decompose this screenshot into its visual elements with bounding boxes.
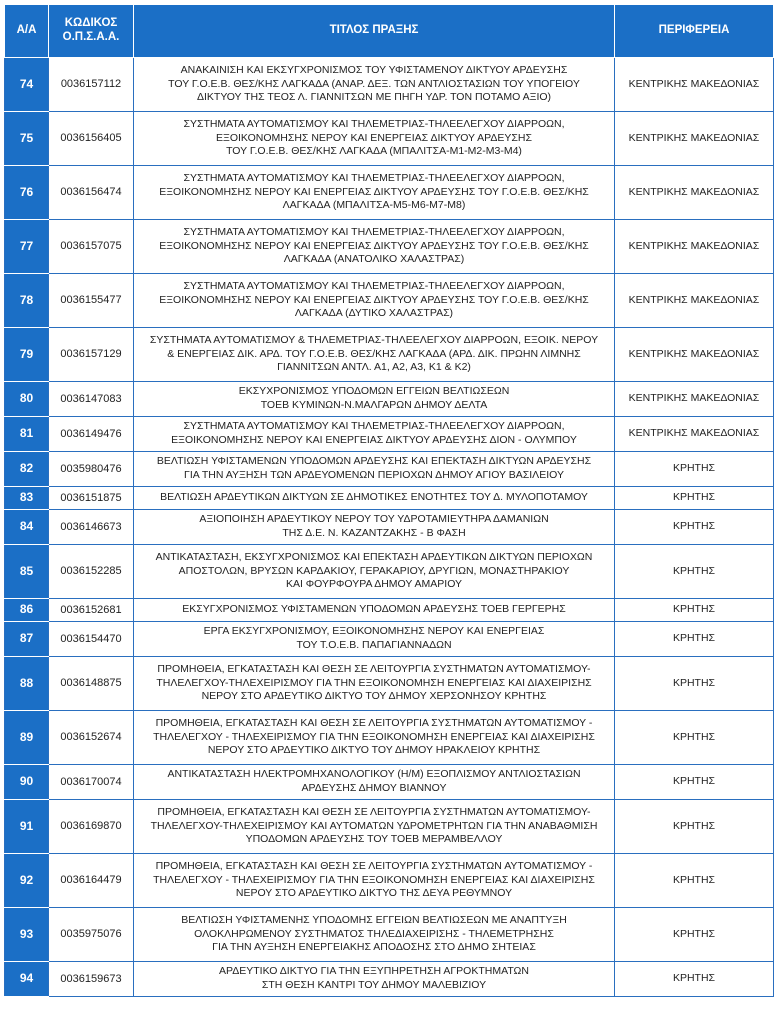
row-title-line: ΣΥΣΤΗΜΑΤΑ ΑΥΤΟΜΑΤΙΣΜΟΥ ΚΑΙ ΤΗΛΕΜΕΤΡΙΑΣ-ΤΗΛΕΕΛΕΓΧΟΥ ΔΙΑΡΡΟΩΝ, bbox=[183, 420, 565, 433]
table-row bbox=[5, 657, 774, 711]
row-title-line: ΝΕΡΟΥ ΣΤΟ ΑΡΔΕΥΤΙΚΟ ΔΙΚΤΥΟ ΤΟΥ ΔΗΜΟΥ ΧΕΡΣΟΝΗΣΟΥ ΚΡΗΤΗΣ bbox=[201, 690, 547, 703]
row-code: 0036156405 bbox=[49, 112, 134, 166]
row-region: ΚΡΗΤΗΣ bbox=[615, 962, 774, 997]
row-region: ΚΡΗΤΗΣ bbox=[615, 657, 774, 711]
row-region: ΚΕΝΤΡΙΚΗΣ ΜΑΚΕΔΟΝΙΑΣ bbox=[615, 166, 774, 220]
table-row bbox=[5, 382, 774, 417]
table-row bbox=[5, 765, 774, 800]
row-number: 82 bbox=[5, 452, 49, 487]
header-region: ΠΕΡΙΦΕΡΕΙΑ bbox=[615, 5, 774, 58]
row-title-line: ΓΙΑΝΝΙΤΣΩΝ ΑΝΤΛ. Α1, Α2, Α3, Κ1 & Κ2) bbox=[277, 361, 471, 374]
table-row bbox=[5, 908, 774, 962]
table-row bbox=[5, 962, 774, 997]
row-title-line: ΑΝΑΚΑΙΝΙΣΗ ΚΑΙ ΕΚΣΥΓΧΡΟΝΙΣΜΟΣ ΤΟΥ ΥΦΙΣΤΑΜΕΝΟΥ ΔΙΚΤΥΟΥ ΑΡΔΕΥΣΗΣ bbox=[180, 64, 568, 77]
row-title bbox=[134, 510, 615, 545]
row-number: 74 bbox=[5, 58, 49, 112]
row-number: 93 bbox=[5, 908, 49, 962]
row-title-line: ΑΡΔΕΥΤΙΚΟ ΔΙΚΤΥΟ ΓΙΑ ΤΗΝ ΕΞΥΠΗΡΕΤΗΣΗ ΑΓΡΟΚΤΗΜΑΤΩΝ bbox=[219, 965, 529, 978]
row-title-line: ΤΗΛΕΛΕΓΧΟΥ - ΤΗΛΕΧΕΙΡΙΣΜΟΥ ΓΙΑ ΤΗΝ ΕΞΟΙΚΟΝΟΜΗΣΗ ΕΝΕΡΓΕΙΑΣ ΚΑΙ ΔΙΑΧΕΙΡΙΣΗΣ bbox=[153, 873, 595, 886]
row-region: ΚΕΝΤΡΙΚΗΣ ΜΑΚΕΔΟΝΙΑΣ bbox=[615, 274, 774, 328]
row-title-line: ΣΥΣΤΗΜΑΤΑ ΑΥΤΟΜΑΤΙΣΜΟΥ ΚΑΙ ΤΗΛΕΜΕΤΡΙΑΣ-ΤΗΛΕΕΛΕΓΧΟΥ ΔΙΑΡΡΟΩΝ, bbox=[183, 172, 565, 185]
row-code: 0036156474 bbox=[49, 166, 134, 220]
row-title-line: ΕΞΟΙΚΟΝΟΜΗΣΗΣ ΝΕΡΟΥ ΚΑΙ ΕΝΕΡΓΕΙΑΣ ΔΙΚΤΥΟΥ ΑΡΔΕΥΣΗΣ ΤΟΥ Γ.Ο.Ε.Β. ΘΕΣ/ΚΗΣ bbox=[159, 239, 589, 252]
row-title-line: ΕΚΣΥΧΡΟΝΙΣΜΟΣ ΥΠΟΔΟΜΩΝ ΕΓΓΕΙΩΝ ΒΕΛΤΙΩΣΕΩΝ bbox=[238, 385, 510, 398]
table-row bbox=[5, 328, 774, 382]
row-title-line: ΛΑΓΚΑΔΑ (ΔΥΤΙΚΟ ΧΑΛΑΣΤΡΑΣ) bbox=[294, 307, 454, 320]
row-title bbox=[134, 112, 615, 166]
row-title-line: ΤΗΛΕΛΕΓΧΟΥ-ΤΗΛΕΧΕΙΡΙΣΜΟΥ ΚΑΙ ΑΥΤΟΜΑΤΩΝ ΥΔΡΟΜΕΤΡΗΤΩΝ ΓΙΑ ΤΗΝ ΑΝΑΒΑΘΜΙΣΗ bbox=[150, 819, 598, 832]
row-region: ΚΕΝΤΡΙΚΗΣ ΜΑΚΕΔΟΝΙΑΣ bbox=[615, 382, 774, 417]
row-title bbox=[134, 545, 615, 599]
row-region: ΚΕΝΤΡΙΚΗΣ ΜΑΚΕΔΟΝΙΑΣ bbox=[615, 417, 774, 452]
row-title-line: ΑΡΔΕΥΣΗΣ ΔΗΜΟΥ ΒΙΑΝΝΟΥ bbox=[301, 782, 447, 794]
row-title bbox=[134, 622, 615, 657]
row-title-line: ΛΑΓΚΑΔΑ (ΜΠΑΛΙΤΣΑ-Μ5-Μ6-Μ7-Μ8) bbox=[282, 199, 466, 212]
row-number: 80 bbox=[5, 382, 49, 417]
row-title-line: ΟΛΟΚΛΗΡΩΜΕΝΟΥ ΣΥΣΤΗΜΑΤΟΣ ΤΗΛΕΔΙΑΧΕΙΡΙΣΗΣ - ΤΗΛΕΜΕΤΡΗΣΗΣ bbox=[194, 927, 554, 940]
table-row bbox=[5, 452, 774, 487]
row-code: 0036157112 bbox=[49, 58, 134, 112]
row-region: ΚΕΝΤΡΙΚΗΣ ΜΑΚΕΔΟΝΙΑΣ bbox=[615, 328, 774, 382]
row-title bbox=[134, 274, 615, 328]
row-number: 79 bbox=[5, 328, 49, 382]
row-code: 0036157075 bbox=[49, 220, 134, 274]
row-title-line: ΑΝΤΙΚΑΤΑΣΤΑΣΗ, ΕΚΣΥΓΧΡΟΝΙΣΜΟΣ ΚΑΙ ΕΠΕΚΤΑΣΗ ΑΡΔΕΥΤΙΚΩΝ ΔΙΚΤΥΩΝ ΠΕΡΙΟΧΩΝ bbox=[155, 551, 593, 564]
row-code: 0035975076 bbox=[49, 908, 134, 962]
row-number: 88 bbox=[5, 657, 49, 711]
table-row bbox=[5, 800, 774, 854]
row-region: ΚΡΗΤΗΣ bbox=[615, 765, 774, 800]
row-title-line: ΓΙΑ ΤΗΝ ΑΥΞΗΣΗ ΤΩΝ ΑΡΔΕΥΟΜΕΝΩΝ ΠΕΡΙΟΧΩΝ ΔΗΜΟΥ ΑΓΙΟΥ ΒΑΣΙΛΕΙΟΥ bbox=[184, 469, 564, 481]
row-region: ΚΡΗΤΗΣ bbox=[615, 711, 774, 765]
row-title bbox=[134, 908, 615, 962]
row-code: 0036148875 bbox=[49, 657, 134, 711]
header-code bbox=[49, 5, 134, 58]
table-row bbox=[5, 166, 774, 220]
row-code: 0036154470 bbox=[49, 622, 134, 657]
row-title-line: ΣΤΗ ΘΕΣΗ ΚΑΝΤΡΙ ΤΟΥ ΔΗΜΟΥ ΜΑΛΕΒΙΖΙΟΥ bbox=[261, 979, 487, 991]
row-title-line: ΣΥΣΤΗΜΑΤΑ ΑΥΤΟΜΑΤΙΣΜΟΥ ΚΑΙ ΤΗΛΕΜΕΤΡΙΑΣ-ΤΗΛΕΕΛΕΓΧΟΥ ΔΙΑΡΡΟΩΝ, bbox=[183, 226, 565, 239]
row-code: 0036149476 bbox=[49, 417, 134, 452]
table-row bbox=[5, 510, 774, 545]
table-body bbox=[5, 58, 774, 997]
row-region: ΚΕΝΤΡΙΚΗΣ ΜΑΚΕΔΟΝΙΑΣ bbox=[615, 220, 774, 274]
row-title-line: ΠΡΟΜΗΘΕΙΑ, ΕΓΚΑΤΑΣΤΑΣΗ ΚΑΙ ΘΕΣΗ ΣΕ ΛΕΙΤΟΥΡΓΙΑ ΣΥΣΤΗΜΑΤΩΝ ΑΥΤΟΜΑΤΙΣΜΟΥ - bbox=[155, 860, 593, 873]
row-region: ΚΕΝΤΡΙΚΗΣ ΜΑΚΕΔΟΝΙΑΣ bbox=[615, 112, 774, 166]
row-title-line: ΤΗΣ Δ.Ε. Ν. ΚΑΖΑΝΤΖΑΚΗΣ - Β ΦΑΣΗ bbox=[282, 527, 466, 539]
row-title-line: & ΕΝΕΡΓΕΙΑΣ ΔΙΚ. ΑΡΔ. ΤΟΥ Γ.Ο.Ε.Β. ΘΕΣ/ΚΗΣ ΛΑΓΚΑΔΑ (ΑΡΔ. ΔΙΚ. ΠΡΩΗΝ ΛΙΜΝΗΣ bbox=[167, 347, 581, 360]
row-title-line: ΕΞΟΙΚΟΝΟΜΗΣΗΣ ΝΕΡΟΥ ΚΑΙ ΕΝΕΡΓΕΙΑΣ ΔΙΚΤΥΟΥ ΑΡΔΕΥΣΗΣ ΔΙΟΝ - ΟΛΥΜΠΟΥ bbox=[171, 434, 577, 446]
row-code: 0036152674 bbox=[49, 711, 134, 765]
table-row bbox=[5, 487, 774, 510]
row-number: 84 bbox=[5, 510, 49, 545]
row-title-line: ΓΙΑ ΤΗΝ ΑΥΞΗΣΗ ΕΝΕΡΓΕΙΑΚΗΣ ΑΠΟΔΟΣΗΣ ΣΤΟ ΔΗΜΟ ΣΗΤΕΙΑΣ bbox=[212, 941, 536, 954]
row-code: 0036155477 bbox=[49, 274, 134, 328]
row-title bbox=[134, 452, 615, 487]
row-title-line: ΤΟΥ Γ.Ο.Ε.Β. ΘΕΣ/ΚΗΣ ΛΑΓΚΑΔΑ (ΑΝΑΡ. ΔΕΞ. ΤΩΝ ΑΝΤΛΙΟΣΤΑΣΙΩΝ ΤΟΥ ΥΠΟΓΕΙΟΥ bbox=[168, 77, 580, 90]
row-region: ΚΡΗΤΗΣ bbox=[615, 908, 774, 962]
row-title-line: ΥΠΟΔΟΜΩΝ ΑΡΔΕΥΣΗΣ ΤΟΥ ΤΟΕΒ ΜΕΡΑΜΒΕΛΛΟΥ bbox=[245, 833, 503, 846]
header-code-line1: ΚΩΔΙΚΟΣ bbox=[64, 17, 118, 30]
row-title-line: ΒΕΛΤΙΩΣΗ ΑΡΔΕΥΤΙΚΩΝ ΔΙΚΤΥΩΝ ΣΕ ΔΗΜΟΤΙΚΕΣ ΕΝΟΤΗΤΕΣ ΤΟΥ Δ. ΜΥΛΟΠΟΤΑΜΟΥ bbox=[160, 491, 588, 504]
row-region: ΚΡΗΤΗΣ bbox=[615, 622, 774, 657]
row-number: 92 bbox=[5, 854, 49, 908]
row-number: 90 bbox=[5, 765, 49, 800]
row-title-line: ΝΕΡΟΥ ΣΤΟ ΑΡΔΕΥΤΙΚΟ ΔΙΚΤΥΟ ΤΗΣ ΔΕΥΑ ΡΕΘΥΜΝΟΥ bbox=[235, 887, 513, 900]
row-region: ΚΡΗΤΗΣ bbox=[615, 487, 774, 510]
row-title-line: ΛΑΓΚΑΔΑ (ΑΝΑΤΟΛΙΚΟ ΧΑΛΑΣΤΡΑΣ) bbox=[283, 253, 465, 266]
table-row bbox=[5, 274, 774, 328]
row-code: 0036159673 bbox=[49, 962, 134, 997]
row-title-line: ΝΕΡΟΥ ΣΤΟ ΑΡΔΕΥΤΙΚΟ ΔΙΚΤΥΟ ΤΟΥ ΔΗΜΟΥ ΗΡΑΚΛΕΙΟΥ ΚΡΗΤΗΣ bbox=[207, 744, 541, 757]
row-code: 0036152285 bbox=[49, 545, 134, 599]
row-number: 86 bbox=[5, 599, 49, 622]
row-region: ΚΡΗΤΗΣ bbox=[615, 452, 774, 487]
row-title-line: ΣΥΣΤΗΜΑΤΑ ΑΥΤΟΜΑΤΙΣΜΟΥ ΚΑΙ ΤΗΛΕΜΕΤΡΙΑΣ-ΤΗΛΕΕΛΕΓΧΟΥ ΔΙΑΡΡΟΩΝ, bbox=[183, 280, 565, 293]
row-number: 75 bbox=[5, 112, 49, 166]
header-title: ΤΙΤΛΟΣ ΠΡΑΞΗΣ bbox=[134, 5, 615, 58]
row-code: 0035980476 bbox=[49, 452, 134, 487]
row-region: ΚΡΗΤΗΣ bbox=[615, 545, 774, 599]
row-code: 0036152681 bbox=[49, 599, 134, 622]
row-region: ΚΡΗΤΗΣ bbox=[615, 510, 774, 545]
table-row bbox=[5, 58, 774, 112]
projects-table-container bbox=[4, 4, 773, 997]
table-row bbox=[5, 599, 774, 622]
row-title bbox=[134, 166, 615, 220]
row-title bbox=[134, 328, 615, 382]
row-title-line: ΣΥΣΤΗΜΑΤΑ ΑΥΤΟΜΑΤΙΣΜΟΥ ΚΑΙ ΤΗΛΕΜΕΤΡΙΑΣ-ΤΗΛΕΕΛΕΓΧΟΥ ΔΙΑΡΡΟΩΝ, bbox=[183, 118, 565, 131]
row-title bbox=[134, 58, 615, 112]
row-region: ΚΕΝΤΡΙΚΗΣ ΜΑΚΕΔΟΝΙΑΣ bbox=[615, 58, 774, 112]
header-code-line2: Ο.Π.Σ.Α.Α. bbox=[62, 31, 120, 43]
row-title-line: ΕΞΟΙΚΟΝΟΜΗΣΗΣ ΝΕΡΟΥ ΚΑΙ ΕΝΕΡΓΕΙΑΣ ΔΙΚΤΥΟΥ ΑΡΔΕΥΣΗΣ ΤΟΥ Γ.Ο.Ε.Β. ΘΕΣ/ΚΗΣ bbox=[159, 185, 589, 198]
row-number: 83 bbox=[5, 487, 49, 510]
row-title-line: ΕΚΣΥΓΧΡΟΝΙΣΜΟΣ ΥΦΙΣΤΑΜΕΝΩΝ ΥΠΟΔΟΜΩΝ ΑΡΔΕΥΣΗΣ ΤΟΕΒ ΓΕΡΓΕΡΗΣ bbox=[182, 603, 566, 616]
row-title bbox=[134, 417, 615, 452]
header-aa: Α/Α bbox=[5, 5, 49, 58]
projects-table bbox=[4, 4, 774, 997]
table-row bbox=[5, 112, 774, 166]
row-title-line: ΕΡΓΑ ΕΚΣΥΓΧΡΟΝΙΣΜΟΥ, ΕΞΟΙΚΟΝΟΜΗΣΗΣ ΝΕΡΟΥ ΚΑΙ ΕΝΕΡΓΕΙΑΣ bbox=[203, 625, 545, 638]
row-number: 81 bbox=[5, 417, 49, 452]
row-code: 0036147083 bbox=[49, 382, 134, 417]
row-number: 76 bbox=[5, 166, 49, 220]
table-row bbox=[5, 622, 774, 657]
row-title bbox=[134, 962, 615, 997]
row-title-line: ΑΝΤΙΚΑΤΑΣΤΑΣΗ ΗΛΕΚΤΡΟΜΗΧΑΝΟΛΟΓΙΚΟΥ (Η/Μ) ΕΞΟΠΛΙΣΜΟΥ ΑΝΤΛΙΟΣΤΑΣΙΩΝ bbox=[167, 768, 581, 781]
row-title-line: ΠΡΟΜΗΘΕΙΑ, ΕΓΚΑΤΑΣΤΑΣΗ ΚΑΙ ΘΕΣΗ ΣΕ ΛΕΙΤΟΥΡΓΙΑ ΣΥΣΤΗΜΑΤΩΝ ΑΥΤΟΜΑΤΙΣΜΟΥ - bbox=[155, 717, 593, 730]
row-title bbox=[134, 487, 615, 510]
table-row bbox=[5, 417, 774, 452]
row-title-line: ΑΠΟΣΤΟΛΩΝ, ΒΡΥΣΩΝ ΚΑΡΔΑΚΙΟΥ, ΓΕΡΑΚΑΡΙΟΥ, ΔΡΥΓΙΩΝ, ΜΟΝΑΣΤΗΡΑΚΙΟΥ bbox=[178, 564, 570, 577]
table-row bbox=[5, 220, 774, 274]
row-title-line: ΤΟΥ Τ.Ο.Ε.Β. ΠΑΠΑΓΙΑΝΝΑΔΩΝ bbox=[296, 639, 452, 651]
row-title bbox=[134, 765, 615, 800]
row-title-line: ΤΗΛΕΛΕΓΧΟΥ - ΤΗΛΕΧΕΙΡΙΣΜΟΥ ΓΙΑ ΤΗΝ ΕΞΟΙΚΟΝΟΜΗΣΗ ΕΝΕΡΓΕΙΑΣ ΚΑΙ ΔΙΑΧΕΙΡΙΣΗΣ bbox=[153, 730, 595, 743]
table-row bbox=[5, 545, 774, 599]
row-number: 89 bbox=[5, 711, 49, 765]
row-title-line: ΠΡΟΜΗΘΕΙΑ, ΕΓΚΑΤΑΣΤΑΣΗ ΚΑΙ ΘΕΣΗ ΣΕ ΛΕΙΤΟΥΡΓΙΑ ΣΥΣΤΗΜΑΤΩΝ ΑΥΤΟΜΑΤΙΣΜΟΥ- bbox=[157, 663, 591, 676]
row-title bbox=[134, 599, 615, 622]
row-title-line: ΕΞΟΙΚΟΝΟΜΗΣΗΣ ΝΕΡΟΥ ΚΑΙ ΕΝΕΡΓΕΙΑΣ ΔΙΚΤΥΟΥ ΑΡΔΕΥΣΗΣ bbox=[216, 131, 532, 144]
row-title-line: ΕΞΟΙΚΟΝΟΜΗΣΗΣ ΝΕΡΟΥ ΚΑΙ ΕΝΕΡΓΕΙΑΣ ΔΙΚΤΥΟΥ ΑΡΔΕΥΣΗΣ ΤΟΥ Γ.Ο.Ε.Β. ΘΕΣ/ΚΗΣ bbox=[159, 293, 589, 306]
row-number: 85 bbox=[5, 545, 49, 599]
table-row bbox=[5, 711, 774, 765]
row-title-line: ΤΟΥ Γ.Ο.Ε.Β. ΘΕΣ/ΚΗΣ ΛΑΓΚΑΔΑ (ΜΠΑΛΙΤΣΑ-Μ1-Μ2-Μ3-Μ4) bbox=[226, 145, 522, 158]
row-code: 0036146673 bbox=[49, 510, 134, 545]
row-code: 0036157129 bbox=[49, 328, 134, 382]
row-title-line: ΑΞΙΟΠΟΙΗΣΗ ΑΡΔΕΥΤΙΚΟΥ ΝΕΡΟΥ ΤΟΥ ΥΔΡΟΤΑΜΙΕΥΤΗΡΑ ΔΑΜΑΝΙΩΝ bbox=[199, 513, 549, 526]
row-title-line: ΤΗΛΕΛΕΓΧΟΥ-ΤΗΛΕΧΕΙΡΙΣΜΟΥ ΓΙΑ ΤΗΝ ΕΞΟΙΚΟΝΟΜΗΣΗ ΕΝΕΡΓΕΙΑΣ ΚΑΙ ΔΙΑΧΕΙΡΙΣΗΣ bbox=[156, 676, 592, 689]
row-title bbox=[134, 657, 615, 711]
row-code: 0036170074 bbox=[49, 765, 134, 800]
row-code: 0036169870 bbox=[49, 800, 134, 854]
row-title-line: ΣΥΣΤΗΜΑΤΑ ΑΥΤΟΜΑΤΙΣΜΟΥ & ΤΗΛΕΜΕΤΡΙΑΣ-ΤΗΛΕΕΛΕΓΧΟΥ ΔΙΑΡΡΟΩΝ, ΕΞΟΙΚ. ΝΕΡΟΥ bbox=[149, 334, 599, 347]
row-code: 0036151875 bbox=[49, 487, 134, 510]
row-code: 0036164479 bbox=[49, 854, 134, 908]
row-title bbox=[134, 382, 615, 417]
row-number: 91 bbox=[5, 800, 49, 854]
row-title-line: ΤΟΕΒ ΚΥΜΙΝΩΝ-Ν.ΜΑΛΓΑΡΩΝ ΔΗΜΟΥ ΔΕΛΤΑ bbox=[260, 399, 488, 411]
row-title-line: ΒΕΛΤΙΩΣΗ ΥΦΙΣΤΑΜΕΝΗΣ ΥΠΟΔΟΜΗΣ ΕΓΓΕΙΩΝ ΒΕΛΤΙΩΣΕΩΝ ΜΕ ΑΝΑΠΤΥΞΗ bbox=[181, 914, 567, 927]
row-number: 77 bbox=[5, 220, 49, 274]
row-number: 78 bbox=[5, 274, 49, 328]
row-title bbox=[134, 711, 615, 765]
row-title bbox=[134, 854, 615, 908]
row-title-line: ΔΙΚΤΥΟΥ ΤΗΣ ΤΕΟΣ Λ. ΓΙΑΝΝΙΤΣΩΝ ΜΕ ΠΗΓΗ ΥΔΡ. ΤΟΝ ΠΟΤΑΜΟ ΑΞΙΟ) bbox=[196, 91, 552, 104]
row-title-line: ΒΕΛΤΙΩΣΗ ΥΦΙΣΤΑΜΕΝΩΝ ΥΠΟΔΟΜΩΝ ΑΡΔΕΥΣΗΣ ΚΑΙ ΕΠΕΚΤΑΣΗ ΔΙΚΤΥΩΝ ΑΡΔΕΥΣΗΣ bbox=[156, 455, 592, 468]
row-number: 87 bbox=[5, 622, 49, 657]
row-title bbox=[134, 800, 615, 854]
row-region: ΚΡΗΤΗΣ bbox=[615, 800, 774, 854]
row-title-line: ΠΡΟΜΗΘΕΙΑ, ΕΓΚΑΤΑΣΤΑΣΗ ΚΑΙ ΘΕΣΗ ΣΕ ΛΕΙΤΟΥΡΓΙΑ ΣΥΣΤΗΜΑΤΩΝ ΑΥΤΟΜΑΤΙΣΜΟΥ- bbox=[157, 806, 591, 819]
row-region: ΚΡΗΤΗΣ bbox=[615, 854, 774, 908]
table-header-row bbox=[5, 5, 774, 58]
table-row bbox=[5, 854, 774, 908]
row-region: ΚΡΗΤΗΣ bbox=[615, 599, 774, 622]
row-number: 94 bbox=[5, 962, 49, 997]
row-title-line: ΚΑΙ ΦΟΥΡΦΟΥΡΑ ΔΗΜΟΥ ΑΜΑΡΙΟΥ bbox=[285, 578, 463, 591]
row-title bbox=[134, 220, 615, 274]
